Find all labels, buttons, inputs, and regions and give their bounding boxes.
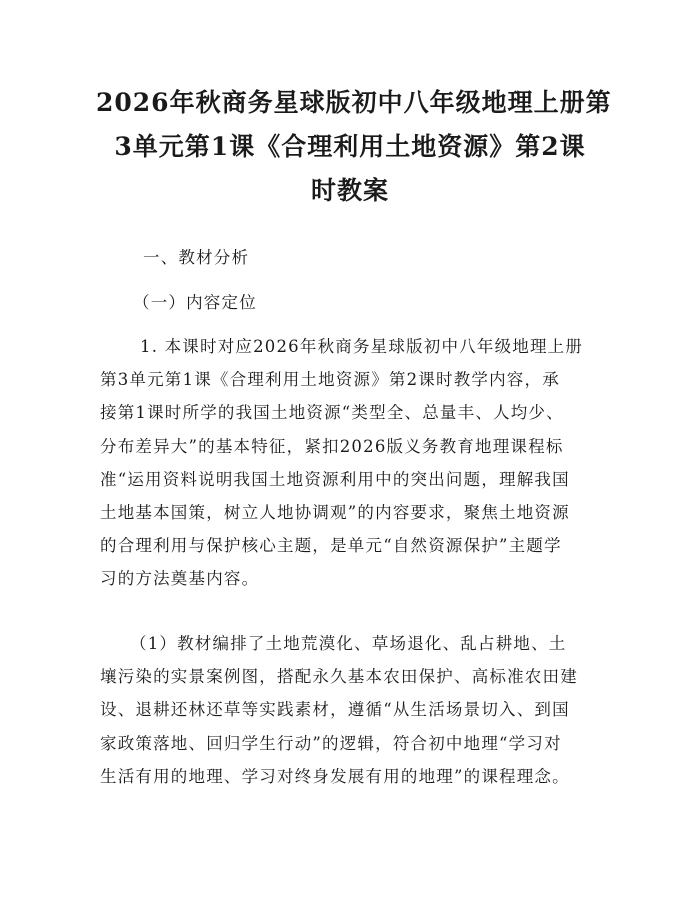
subsection-heading: （一）内容定位 <box>133 293 257 312</box>
title-line-2: 3单元第1课《合理利用土地资源》第2课 <box>114 132 586 161</box>
paragraph-line: 第3单元第1课《合理利用土地资源》第2课时教学内容，承 <box>100 370 560 390</box>
title-line-1: 2026年秋商务星球版初中八年级地理上册第 <box>96 88 612 117</box>
paragraph-textbook-layout <box>100 627 605 793</box>
paragraph-line: 准“运用资料说明我国土地资源利用中的突出问题，理解我国 <box>100 469 570 489</box>
paragraph-line: 土地基本国策，树立人地协调观”的内容要求，聚焦土地资源 <box>100 503 570 523</box>
paragraph-line: 生活有用的地理、学习对终身发展有用的地理”的课程理念。 <box>100 766 570 786</box>
paragraph-line: 的合理利用与保护核心主题，是单元“自然资源保护”主题学 <box>100 536 562 556</box>
paragraph-content-positioning <box>100 330 605 596</box>
paragraph-line: 接第1课时所学的我国土地资源“类型全、总量丰、人均少、 <box>100 403 564 423</box>
title-line-3: 时教案 <box>310 176 389 205</box>
paragraph-line: 设、退耕还林还草等实践素材，遵循“从生活场景切入、到国 <box>100 700 570 720</box>
paragraph-line: 习的方法奠基内容。 <box>100 569 260 589</box>
paragraph-line: 壤污染的实景案例图，搭配永久基本农田保护、高标准农田建 <box>100 667 578 687</box>
paragraph-line: 分布差异大”的基本特征，紧扣2026版义务教育地理课程标 <box>100 436 564 456</box>
paragraph-line: 家政策落地、回归学生行动”的逻辑，符合初中地理“学习对 <box>100 733 562 753</box>
paragraph-line: （1）教材编排了土地荒漠化、草场退化、乱占耕地、土 <box>130 634 567 653</box>
section-heading: 一、教材分析 <box>143 248 250 267</box>
paragraph-line: 1. 本课时对应2026年秋商务星球版初中八年级地理上册 <box>140 337 584 356</box>
document-title <box>96 81 612 213</box>
